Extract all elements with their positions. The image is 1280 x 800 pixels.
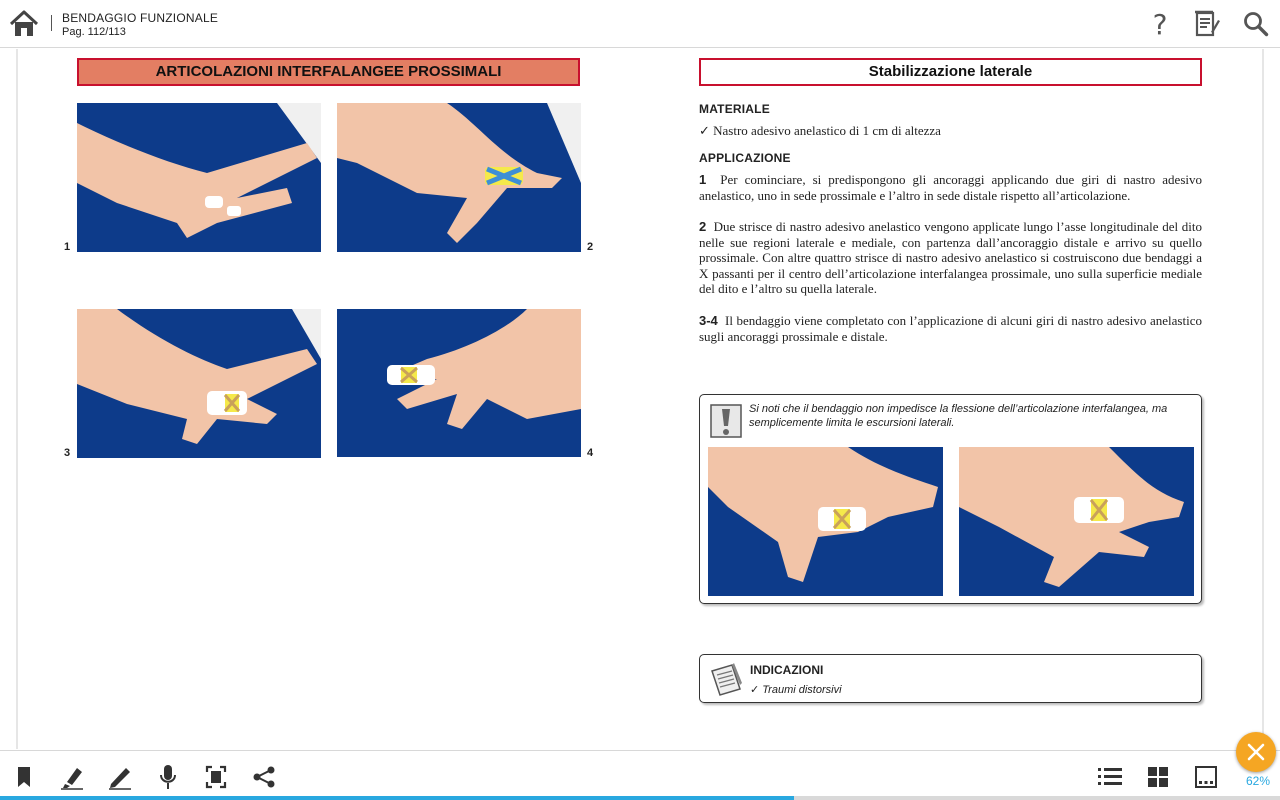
step-number: 2 xyxy=(699,219,707,234)
photo-step-1 xyxy=(77,103,321,252)
page-edge-right xyxy=(1262,49,1264,749)
list-icon xyxy=(1097,766,1123,788)
step-text: Per cominciare, si predispongono gli ancoraggi applicando due giri di nastro adesivo anelastico, uno in sede prossimale e l’altro in sede distale rispetto all’articolazione. xyxy=(699,172,1202,203)
highlighter-button[interactable] xyxy=(58,763,86,791)
photo-step-3 xyxy=(77,309,321,458)
photo-number: 2 xyxy=(587,241,594,253)
right-section-title: Stabilizzazione laterale xyxy=(699,58,1202,86)
warning-icon xyxy=(710,404,742,438)
pen-icon xyxy=(107,764,133,790)
step-3-4-paragraph xyxy=(699,313,1202,344)
fit-page-icon xyxy=(205,765,227,789)
fit-page-button[interactable] xyxy=(202,763,230,791)
photo-step-2 xyxy=(337,103,581,252)
left-section-title: ARTICOLAZIONI INTERFALANGEE PROSSIMALI xyxy=(77,58,580,86)
bookmark-icon xyxy=(14,765,34,789)
thumbnail-strip-icon xyxy=(1194,765,1218,789)
share-button[interactable] xyxy=(250,763,278,791)
microphone-icon xyxy=(158,764,178,790)
home-button[interactable] xyxy=(8,8,40,40)
step-text: Due strisce di nastro adesivo anelastico vengono applicate lungo l’asse longitudinale del dito nelle sue regioni laterale e mediale, con partenza dall’ancoraggio distale e arrivo su quello prossimale. Con altre quattro strisce di nastro adesivo anelastico si costruiscono due bendaggi a X passanti per il centro dell’articolazione interfalangea prossimale, uno sulla superficie mediale del dito e l’altro su quella laterale. xyxy=(699,219,1202,297)
home-icon xyxy=(8,8,40,40)
notes-icon xyxy=(1195,10,1221,38)
note-photo-2 xyxy=(959,447,1194,596)
top-bar xyxy=(0,0,1280,48)
thumbnail-strip-button[interactable] xyxy=(1192,763,1220,791)
help-button[interactable] xyxy=(1144,8,1176,40)
share-icon xyxy=(252,765,276,789)
document-title: BENDAGGIO FUNZIONALE xyxy=(62,11,219,25)
clipboard-icon xyxy=(708,661,744,697)
step-2-paragraph xyxy=(699,219,1202,297)
pen-button[interactable] xyxy=(106,763,134,791)
photo-number: 3 xyxy=(64,447,71,459)
materiale-item: ✓ Nastro adesivo anelastico di 1 cm di altezza xyxy=(699,123,941,138)
step-number: 1 xyxy=(699,172,707,187)
reading-progress-fill xyxy=(0,796,794,800)
photo-number: 4 xyxy=(587,447,594,459)
grid-icon xyxy=(1146,765,1170,789)
photo-number: 1 xyxy=(64,241,71,253)
grid-view-button[interactable] xyxy=(1144,763,1172,791)
indicazioni-item: ✓ Traumi distorsivi xyxy=(750,684,842,696)
zoom-level: 62% xyxy=(1245,774,1271,788)
applicazione-label: APPLICAZIONE xyxy=(699,151,791,165)
microphone-button[interactable] xyxy=(154,763,182,791)
close-icon xyxy=(1246,742,1266,762)
title-separator xyxy=(51,15,52,31)
indicazioni-title: INDICAZIONI xyxy=(750,663,824,677)
note-photo-1 xyxy=(708,447,943,596)
close-button[interactable] xyxy=(1236,732,1276,772)
search-button[interactable] xyxy=(1240,8,1272,40)
list-view-button[interactable] xyxy=(1096,763,1124,791)
bookmark-button[interactable] xyxy=(10,763,38,791)
indicazioni-box xyxy=(699,654,1202,703)
highlighter-icon xyxy=(59,764,85,790)
step-1-paragraph xyxy=(699,172,1202,203)
step-text: Il bendaggio viene completato con l’applicazione di alcuni giri di nastro adesivo anelastico sugli ancoraggi prossimale e distale. xyxy=(699,313,1202,344)
search-icon xyxy=(1243,11,1269,37)
page-edge-left xyxy=(16,49,18,749)
photo-step-4 xyxy=(337,309,581,457)
step-number: 3-4 xyxy=(699,313,718,328)
bottom-toolbar xyxy=(0,750,1280,800)
help-icon: ? xyxy=(1152,7,1168,41)
note-text: Si noti che il bendaggio non impedisce la flessione dell’articolazione interfalangea, ma semplicemente limita le escursioni laterali. xyxy=(749,403,1168,429)
notes-button[interactable] xyxy=(1192,8,1224,40)
materiale-label: MATERIALE xyxy=(699,102,770,116)
note-box xyxy=(699,394,1202,604)
page-indicator: Pag. 112/113 xyxy=(62,26,126,38)
